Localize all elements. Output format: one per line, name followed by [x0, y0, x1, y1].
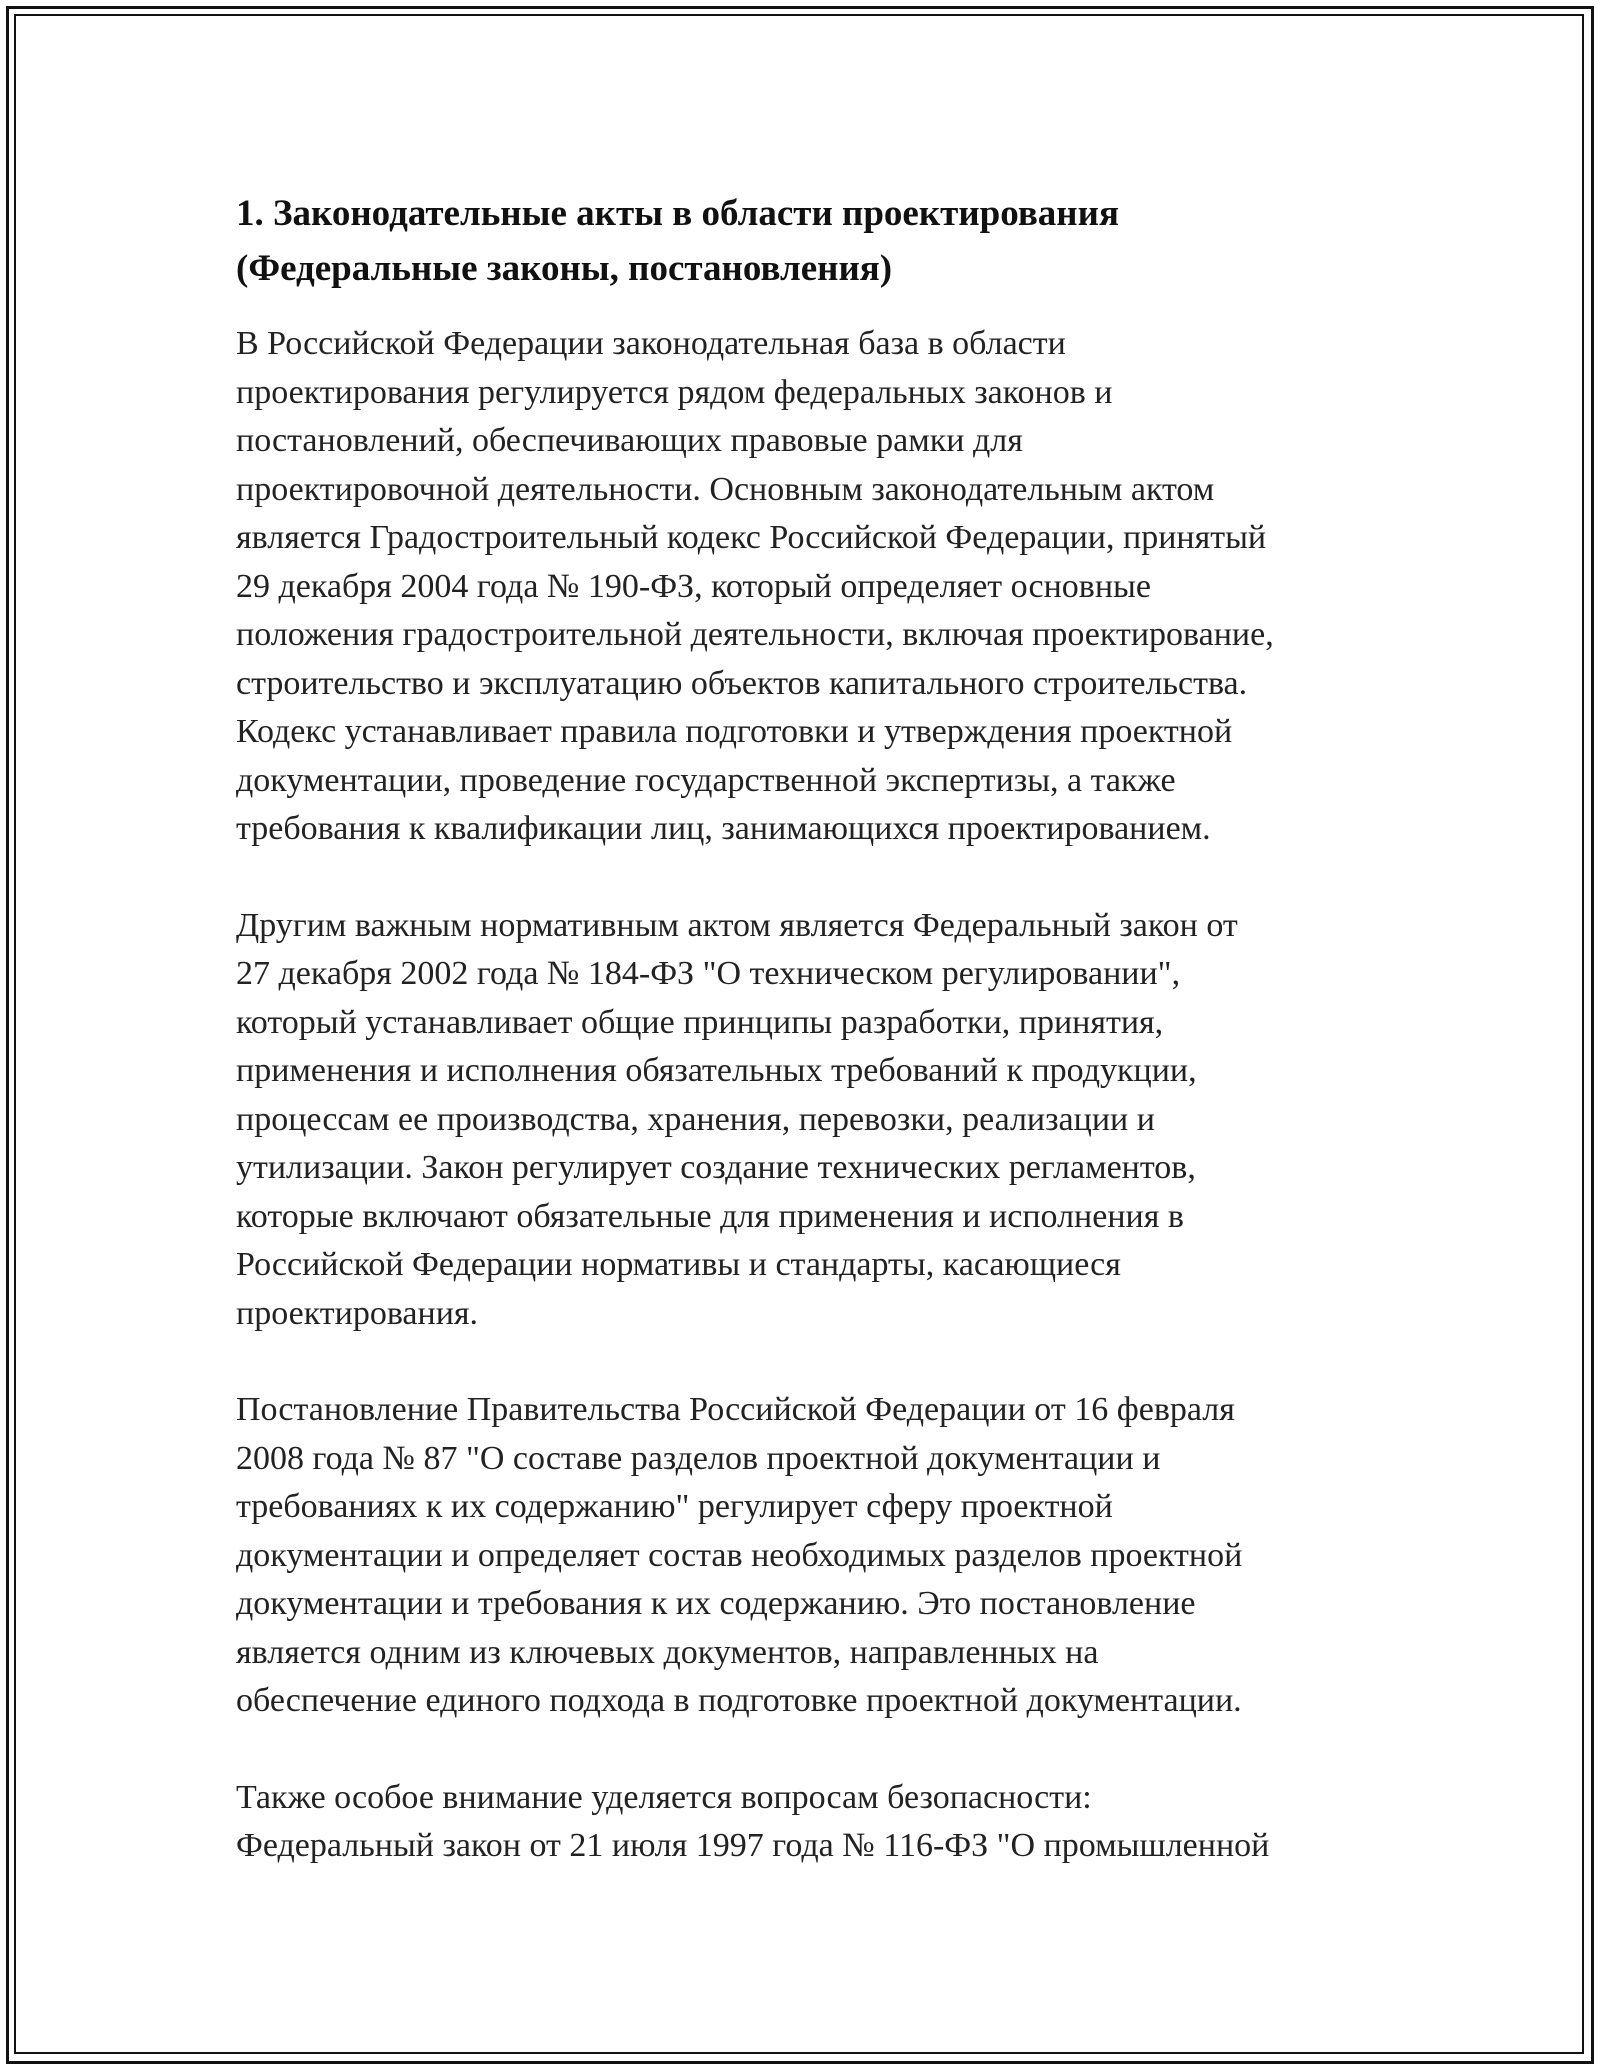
- paragraph-line: документации, проведение государственной экспертизы, а также: [236, 761, 1176, 799]
- paragraph-line: применения и исполнения обязательных требований к продукции,: [236, 1052, 1197, 1089]
- paragraph-line: постановлений, обеспечивающих правовые рамки для: [236, 422, 1023, 459]
- paragraph-line: Постановление Правительства Российской Федерации от 16 февраля: [236, 1391, 1235, 1428]
- paragraph-line: которые включают обязательные для применения и исполнения в: [236, 1197, 1184, 1235]
- document-body: [236, 186, 1366, 1919]
- paragraph-line: является одним из ключевых документов, направленных на: [236, 1633, 1099, 1671]
- section-heading: [236, 186, 1366, 296]
- paragraph-line: документации и требования к их содержанию. Это постановление: [236, 1585, 1196, 1622]
- paragraph-line: является Градостроительный кодекс Российской Федерации, принятый: [236, 519, 1267, 556]
- paragraph-line: Российской Федерации нормативы и стандарты, касающиеся: [236, 1246, 1121, 1283]
- paragraph-line: процессам ее производства, хранения, перевозки, реализации и: [236, 1100, 1155, 1138]
- paragraph-line: 27 декабря 2002 года № 184-ФЗ "О техническом регулировании",: [236, 955, 1181, 992]
- paragraph-line: 2008 года № 87 "О составе разделов проектной документации и: [236, 1439, 1161, 1477]
- heading-line: 1. Законодательные акты в области проектирования: [236, 193, 1119, 234]
- paragraph-line: документации и определяет состав необходимых разделов проектной: [236, 1536, 1243, 1574]
- paragraph-gradostroitelny-kodeks: [236, 320, 1366, 854]
- heading-line: (Федеральные законы, постановления): [236, 248, 893, 289]
- paragraph-line: требования к квалификации лиц, занимающихся проектированием.: [236, 810, 1211, 847]
- paragraph-line: Федеральный закон от 21 июля 1997 года № 116-ФЗ "О промышленной: [236, 1827, 1270, 1864]
- paragraph-line: Другим важным нормативным актом является Федеральный закон от: [236, 906, 1238, 944]
- paragraph-line: строительство и эксплуатацию объектов капитального строительства.: [236, 664, 1248, 702]
- paragraph-line: Также особое внимание уделяется вопросам безопасности:: [236, 1778, 1092, 1816]
- paragraph-line: проектировочной деятельности. Основным законодательным актом: [236, 470, 1215, 508]
- paragraph-line: 29 декабря 2004 года № 190-ФЗ, который определяет основные: [236, 567, 1151, 605]
- paragraph-line: требованиях к их содержанию" регулирует сферу проектной: [236, 1488, 1113, 1525]
- paragraph-line: проектирования.: [236, 1294, 479, 1332]
- paragraph-line: Кодекс устанавливает правила подготовки и утверждения проектной: [236, 713, 1233, 750]
- paragraph-line: проектирования регулируется рядом федеральных законов и: [236, 373, 1113, 411]
- paragraph-line: утилизации. Закон регулирует создание технических регламентов,: [236, 1149, 1196, 1186]
- paragraph-line: В Российской Федерации законодательная база в области: [236, 325, 1066, 362]
- paragraph-line: обеспечение единого подхода в подготовке проектной документации.: [236, 1682, 1242, 1719]
- paragraph-line: положения градостроительной деятельности, включая проектирование,: [236, 616, 1274, 653]
- paragraph-postanovlenie-87: [236, 1386, 1366, 1726]
- paragraph-tekhnicheskoe-regulirovanie: [236, 902, 1366, 1339]
- paragraph-line: который устанавливает общие принципы разработки, принятия,: [236, 1003, 1164, 1041]
- paragraph-promyshlennaya-bezopasnost: [236, 1774, 1366, 1871]
